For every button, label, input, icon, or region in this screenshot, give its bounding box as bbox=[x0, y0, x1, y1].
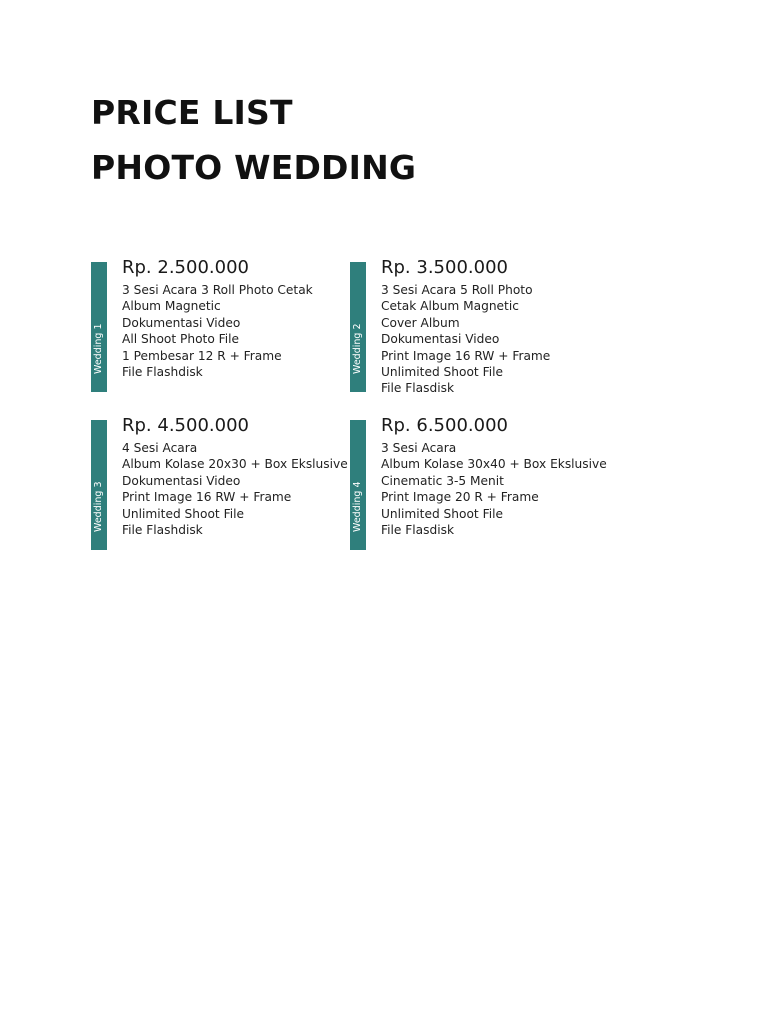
package-feature: 3 Sesi Acara bbox=[381, 441, 457, 455]
package-feature: Album Magnetic bbox=[122, 299, 221, 314]
package-price: Rp. 6.500.000 bbox=[381, 415, 508, 436]
page-title-line-1: PRICE LIST bbox=[91, 93, 293, 132]
package-feature: Cetak Album Magnetic bbox=[381, 299, 519, 314]
package-feature: Album Kolase 20x30 + Box Ekslusive bbox=[122, 457, 348, 472]
package-feature: File Flashdisk bbox=[122, 365, 203, 380]
package-feature: File Flasdisk bbox=[381, 381, 455, 396]
package-feature-list bbox=[381, 440, 607, 538]
package-feature: 1 Pembesar 12 R + Frame bbox=[122, 348, 282, 363]
package-feature: 3 Sesi Acara 3 Roll Photo Cetak bbox=[122, 283, 313, 297]
package-feature-list bbox=[381, 282, 550, 397]
package-feature: All Shoot Photo File bbox=[122, 332, 240, 347]
package-feature: 3 Sesi Acara 5 Roll Photo bbox=[381, 283, 533, 297]
package-tab-label: Wedding 1 bbox=[93, 323, 104, 374]
package-tab-label: Wedding 3 bbox=[93, 481, 104, 532]
page-title-line-2: PHOTO WEDDING bbox=[91, 148, 417, 187]
package-tab bbox=[91, 262, 107, 392]
package-feature: File Flashdisk bbox=[122, 523, 203, 538]
package-feature: Dokumentasi Video bbox=[122, 473, 241, 488]
package-feature-list bbox=[122, 440, 348, 538]
package-feature: File Flasdisk bbox=[381, 523, 455, 538]
package-price: Rp. 2.500.000 bbox=[122, 257, 249, 278]
package-feature: Dokumentasi Video bbox=[122, 315, 241, 330]
package-feature: Dokumentasi Video bbox=[381, 332, 500, 347]
package-feature: 4 Sesi Acara bbox=[122, 441, 198, 455]
package-price: Rp. 3.500.000 bbox=[381, 257, 508, 278]
package-tab bbox=[350, 420, 366, 550]
package-tab-label: Wedding 4 bbox=[352, 481, 363, 532]
package-feature-list bbox=[122, 282, 313, 380]
package-tab bbox=[350, 262, 366, 392]
package-feature: Print Image 16 RW + Frame bbox=[381, 348, 551, 363]
package-feature: Unlimited Shoot File bbox=[381, 506, 503, 521]
package-tab-label: Wedding 2 bbox=[352, 323, 363, 374]
package-feature: Print Image 20 R + Frame bbox=[381, 490, 539, 505]
package-price: Rp. 4.500.000 bbox=[122, 415, 249, 436]
package-feature: Cinematic 3-5 Menit bbox=[381, 473, 504, 488]
package-feature: Unlimited Shoot File bbox=[122, 506, 244, 521]
package-feature: Print Image 16 RW + Frame bbox=[122, 490, 292, 505]
package-tab bbox=[91, 420, 107, 550]
package-feature: Cover Album bbox=[381, 315, 460, 330]
package-feature: Album Kolase 30x40 + Box Ekslusive bbox=[381, 457, 607, 472]
package-feature: Unlimited Shoot File bbox=[381, 365, 503, 380]
